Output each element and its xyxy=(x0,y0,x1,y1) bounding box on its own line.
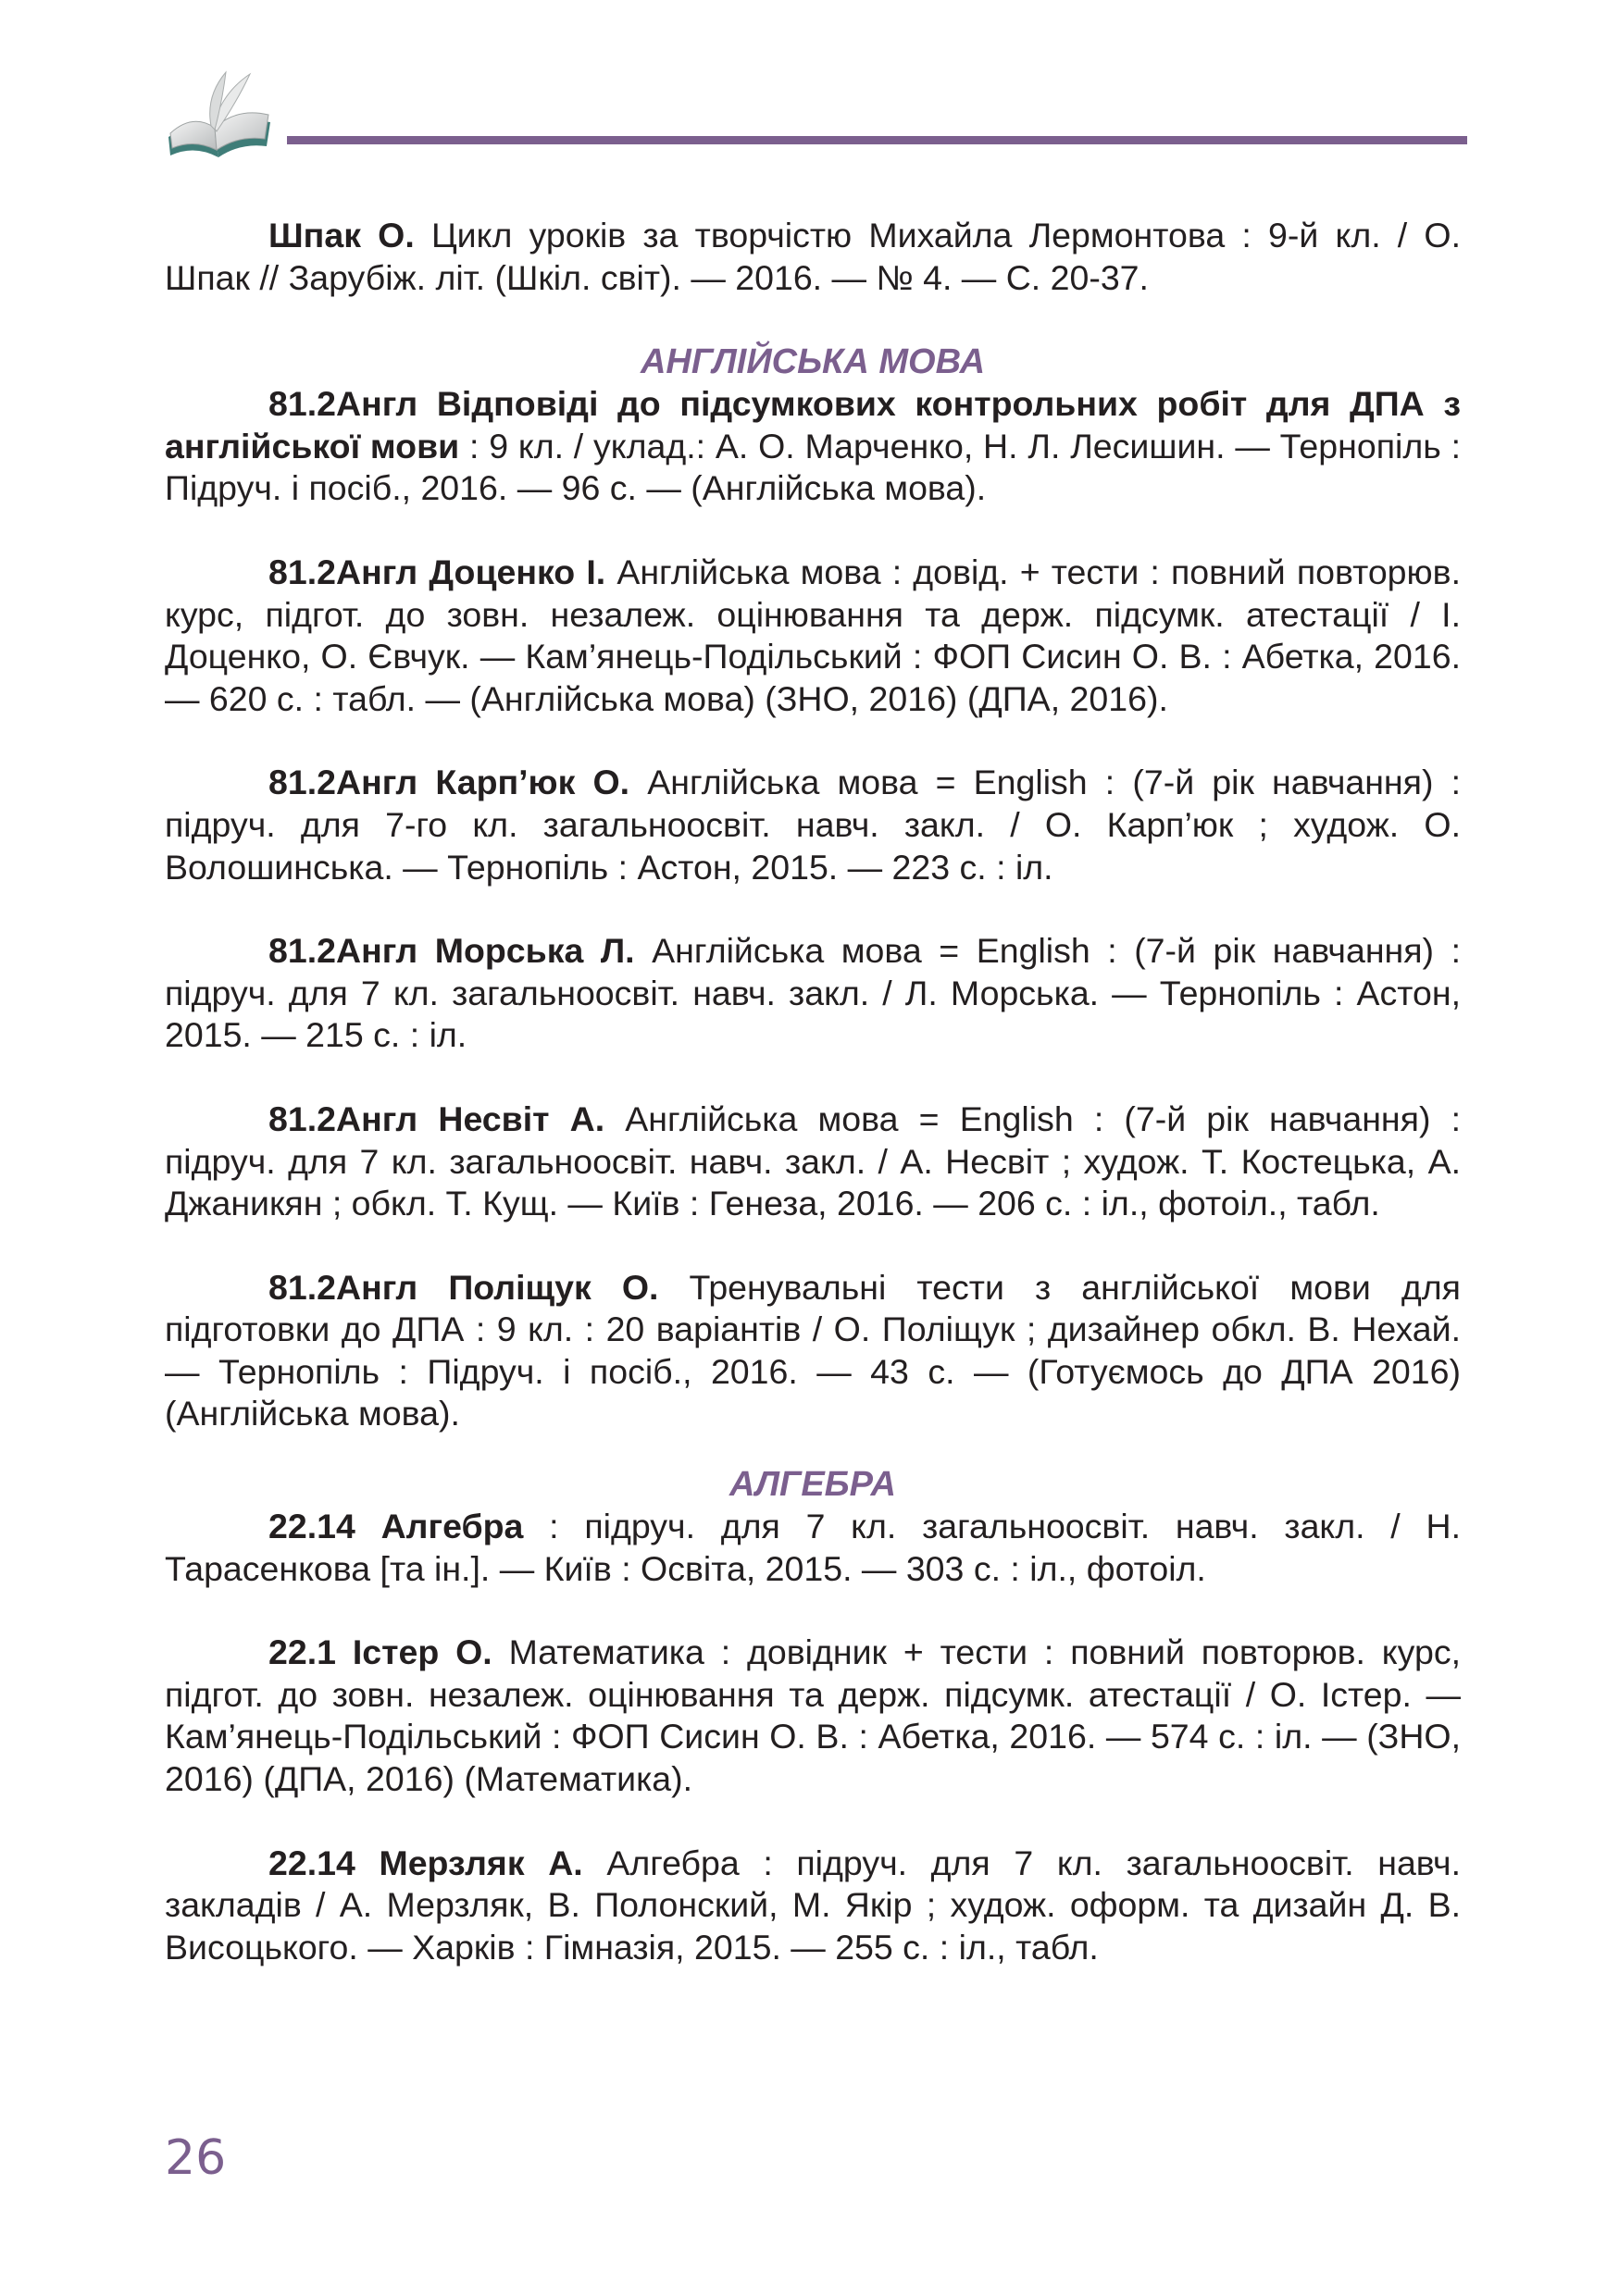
bibliography-entry xyxy=(165,930,1461,1057)
bibliography-entry xyxy=(165,1632,1461,1800)
entry-text: Англійська мова = English : (7-й рік навчання) : підруч. для 7 кл. загальноосвіт. навч. закл. / Л. Морська. — Тернопіль : Астон, 2015. — 215 с. : іл. xyxy=(165,931,1461,1055)
page-content xyxy=(165,215,1461,2010)
entry-lead: 22.1 Істер О. xyxy=(268,1632,492,1672)
entry-lead: Шпак О. xyxy=(268,216,415,254)
entry-text: : підруч. для 7 кл. загальноосвіт. навч. закл. / Н. Тарасенкова [та ін.]. — Київ : Освіта, 2015. — 303 с. : іл., фотоіл. xyxy=(165,1507,1461,1588)
section-heading: АЛГЕБРА xyxy=(729,1465,896,1505)
page-number: 26 xyxy=(165,2130,227,2186)
section-heading: АНГЛІЙСЬКА МОВА xyxy=(640,342,986,382)
entry-lead: 81.2Англ Несвіт А. xyxy=(268,1098,605,1138)
entry-lead: 81.2Англ Відповіді до підсумкових контрольних робіт для ДПА з англійської мови xyxy=(165,384,1461,465)
entry-text: Англійська мова = English : (7-й рік навчання) : підруч. для 7 кл. загальноосвіт. навч. закл. / А. Несвіт ; худож. Т. Костецька, А. Джаникян ; обкл. Т. Кущ. — Київ : Генеза, 2016. — 206 с. : іл., фотоіл., табл. xyxy=(165,1098,1461,1223)
entry-lead: 22.14 Алгебра xyxy=(268,1507,524,1546)
bibliography-entry xyxy=(165,1267,1461,1435)
bibliography-entry xyxy=(165,1506,1461,1590)
entry-lead: 81.2Англ Карп’юк О. xyxy=(268,763,630,802)
bibliography-entry xyxy=(165,762,1461,888)
bibliography-entry xyxy=(165,1843,1461,1969)
entry-text: Тренувальні тести з англійської мови для підготовки до ДПА : 9 кл. : 20 варіантів / О. Поліщук ; дизайнер обкл. В. Нехай. — Тернопіль : Підруч. і посіб., 2016. — 43 с. — (Готуємось до ДПА 2016) (Англійська мова). xyxy=(165,1267,1461,1433)
entry-lead: 81.2Англ Морська Л. xyxy=(268,931,635,971)
bibliography-entry xyxy=(165,1098,1461,1225)
open-book-icon xyxy=(157,65,278,167)
entry-lead: 81.2Англ Доценко І. xyxy=(268,552,606,591)
bibliography-entry xyxy=(165,552,1461,720)
entry-lead: 22.14 Мерзляк А. xyxy=(268,1843,583,1882)
entry-text: : 9 кл. / уклад.: А. О. Марченко, Н. Л. Лесишин. — Тернопіль : Підруч. і посіб., 2016. — 96 с. — (Англійська мова). xyxy=(165,426,1461,508)
entry-text: Алгебра : підруч. для 7 кл. загальноосвіт. навч. закладів / А. Мерзляк, В. Полонский, М. Якір ; худож. оформ. та дизайн Д. В. Висоцького. — Харків : Гімназія, 2015. — 255 с. : іл., табл. xyxy=(165,1843,1461,1967)
bibliography-entry xyxy=(165,215,1461,299)
entry-text: Цикл уроків за творчістю Михайла Лермонтова : 9-й кл. / О. Шпак // Зарубіж. літ. (Шкіл. світ). — 2016. — № 4. — С. 20-37. xyxy=(165,216,1462,297)
entry-text: Англійська мова = English : (7-й рік навчання) : підруч. для 7-го кл. загальноосвіт. навч. закл. / О. Карп’юк ; худож. О. Волошинська. — Тернопіль : Астон, 2015. — 223 с. : іл. xyxy=(165,763,1461,887)
entry-text: Математика : довідник + тести : повний повторюв. курс, підгот. до зовн. незалеж. оцінювання та держ. підсумк. атестації / О. Істер. — Кам’янець-Подільський : ФОП Сисин О. В. : Абетка, 2016. — 574 с. : іл. — (ЗНО, 2016) (ДПА, 2016) (Математика). xyxy=(165,1632,1461,1799)
header-rule xyxy=(287,136,1467,144)
entry-lead: 81.2Англ Поліщук О. xyxy=(268,1267,659,1307)
page-header xyxy=(157,65,1467,176)
bibliography-entry xyxy=(165,383,1461,510)
entry-text: Англійська мова : довід. + тести : повний повторюв. курс, підгот. до зовн. незалеж. оцінювання та держ. підсумк. атестації / І. Доценко, О. Євчук. — Кам’янець-Подільський : ФОП Сисин О. В. : Абетка, 2016. — 620 с. : табл. — (Англійська мова) (ЗНО, 2016) (ДПА, 2016). xyxy=(165,552,1462,718)
